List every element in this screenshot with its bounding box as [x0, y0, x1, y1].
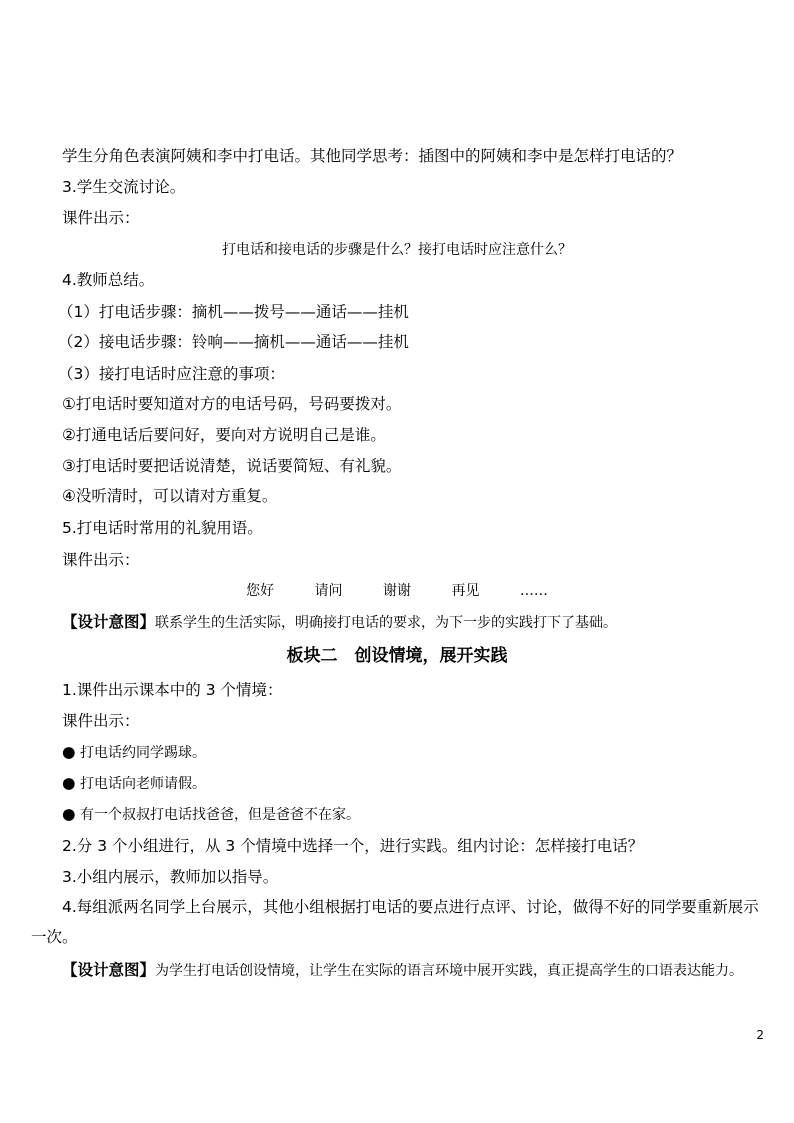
slide-question: 打电话和接电话的步骤是什么？接打电话时应注意什么？ — [222, 242, 572, 258]
bullet-item — [62, 804, 760, 825]
design-intent-label: 【设计意图】 — [62, 613, 156, 631]
paragraph: 课件出示： — [62, 712, 140, 730]
paragraph: ①打电话时要知道对方的电话号码，号码要拨对。 — [62, 395, 402, 413]
paragraph: （1）打电话步骤：摘机——拨号——通话——挂机 — [58, 303, 409, 321]
bullet-text: 打电话向老师请假。 — [80, 776, 206, 792]
bullet-item — [62, 742, 760, 763]
paragraph: 1.课件出示课本中的 3 个情境： — [62, 681, 283, 699]
paragraph: 4.教师总结。 — [62, 271, 155, 289]
polite-word: 谢谢 — [383, 583, 411, 599]
paragraph: 2.分 3 个小组进行，从 3 个情境中选择一个，进行实践。组内讨论：怎样接打电话？ — [62, 837, 644, 855]
polite-word: 您好 — [246, 583, 275, 599]
polite-word: 请问 — [314, 583, 343, 599]
paragraph: 学生分角色表演阿姨和李中打电话。其他同学思考：插图中的阿姨和李中是怎样打电话的？ — [62, 147, 683, 165]
paragraph: 5.打电话时常用的礼貌用语。 — [62, 519, 263, 537]
paragraph: （2）接电话步骤：铃响——摘机——通话——挂机 — [58, 333, 409, 351]
paragraph: 3.学生交流讨论。 — [62, 178, 186, 196]
paragraph: ③打电话时要把话说清楚，说话要简短、有礼貌。 — [62, 457, 402, 475]
design-intent-text: 联系学生的生活实际，明确接打电话的要求，为下一步的实践打下了基础。 — [155, 615, 618, 631]
paragraph: ②打通电话后要问好，要向对方说明自己是谁。 — [62, 426, 386, 444]
polite-word: …… — [519, 583, 548, 599]
polite-words-row — [0, 581, 794, 601]
bullet-icon: ● — [62, 805, 76, 823]
design-intent-text: 为学生打电话创设情境，让学生在实际的语言环境中展开实践，真正提高学生的口语表达能力。 — [155, 963, 744, 979]
bullet-item — [62, 773, 760, 794]
bullet-icon: ● — [62, 743, 76, 761]
paragraph: 3.小组内展示，教师加以指导。 — [62, 868, 279, 886]
paragraph: 课件出示： — [62, 209, 140, 227]
polite-word: 再见 — [451, 583, 480, 599]
design-intent-2 — [31, 955, 760, 986]
design-intent-label: 【设计意图】 — [62, 961, 156, 979]
bullet-text: 打电话约同学踢球。 — [80, 745, 206, 761]
page-number: 2 — [756, 1028, 764, 1042]
paragraph: 4.每组派两名同学上台展示，其他小组根据打电话的要点进行点评、讨论，做得不好的同学要重新展示一次。 — [31, 898, 759, 946]
bullet-text: 有一个叔叔打电话找爸爸，但是爸爸不在家。 — [80, 807, 360, 823]
paragraph: 课件出示： — [62, 551, 140, 569]
paragraph: （3）接打电话时应注意的事项： — [58, 365, 285, 383]
section-heading: 板块二 创设情境，展开实践 — [286, 646, 508, 666]
paragraph: ④没听清时，可以请对方重复。 — [62, 487, 278, 505]
design-intent-1 — [62, 612, 760, 633]
bullet-icon: ● — [62, 774, 76, 792]
